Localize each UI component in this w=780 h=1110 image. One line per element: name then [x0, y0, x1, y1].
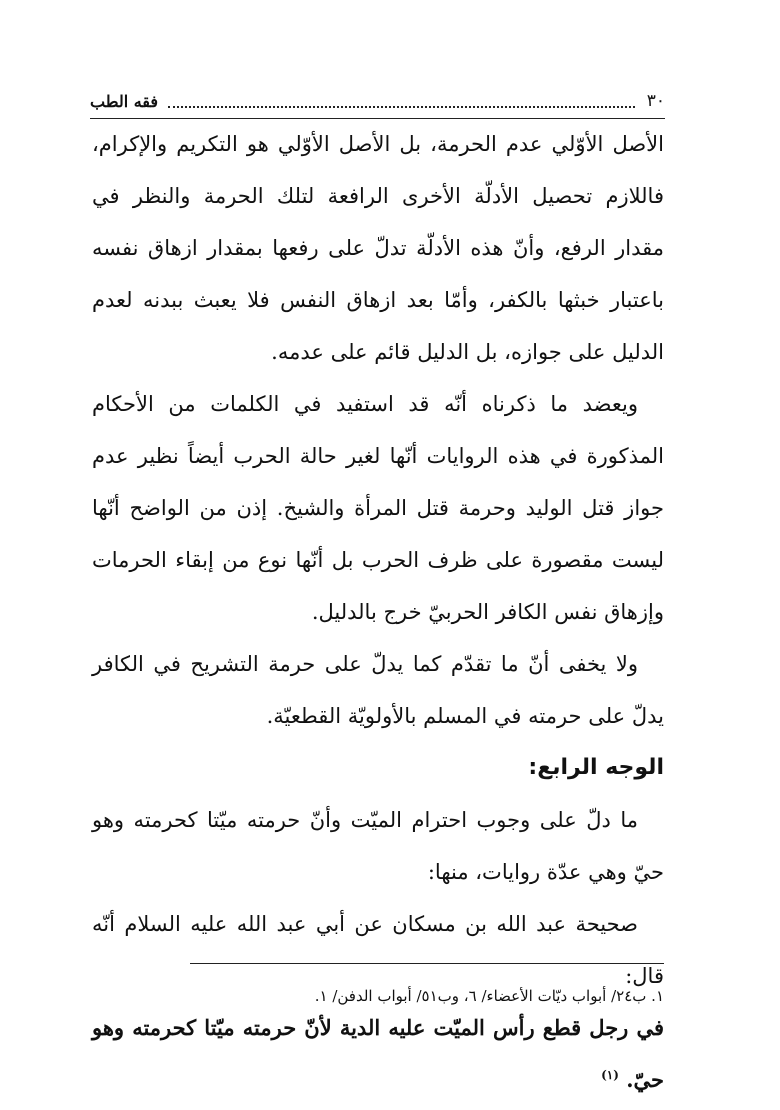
- text-line: حرمته في المسلم بالأولويّة القطعيّة.: [266, 704, 582, 728]
- text-line: هذه الروايات أنّها لغير حالة الحرب أيضاً نظير عدم جواز قتل الوليد: [92, 444, 664, 520]
- page-header: [90, 84, 665, 119]
- text-line: وحرمة قتل المرأة والشيخ. إذن من الواضح أنّها ليست مقصورة على ظرف: [92, 496, 664, 572]
- running-title: فقه الطب: [90, 91, 159, 111]
- text-line: وأمّا بعد ازهاق النفس فلا يعبث ببدنه لعدم الدليل على جوازه، بل الدليل: [92, 288, 664, 364]
- footnote: ١. ب٢٤/ أبواب ديّات الأعضاء/ ٦، وب٥١/ أبواب الدفن/ ١.: [314, 987, 664, 1005]
- text-line: ولا يخفى أنّ ما تقدّم كما يدلّ على حرمة التشريح في الكافر يدلّ على: [92, 652, 664, 728]
- narration-body: في رجل قطع رأس الميّت عليه الدية لأنّ حرمته ميّتا كحرمته وهو حيّ.: [92, 1015, 664, 1092]
- header-dot-leader: [168, 94, 635, 108]
- text-line: ما دلّ على وجوب احترام الميّت وأنّ حرمته ميّتا كحرمته وهو حيّ وهي: [92, 808, 664, 884]
- text-line: الحرب بل أنّها نوع من إبقاء الحرمات وإزهاق نفس الكافر الحربيّ خرج بالدليل.: [92, 548, 664, 624]
- text-line: قائم على عدمه.: [271, 340, 411, 364]
- text-line: وأنّ هذه الأدلّة تدلّ على رفعها بمقدار ازهاق نفسه باعتبار خبثها بالكفر،: [92, 236, 664, 312]
- narration-intro: صحيحة عبد الله بن مسكان عن أبي عبد الله عليه السلام أنّه قال:: [92, 912, 664, 988]
- text-line: الأصل الأوّلي عدم الحرمة، بل الأصل الأوّلي هو التكريم والإكرام،: [92, 132, 664, 156]
- text-line: فاللازم تحصيل الأدلّة الأخرى الرافعة لتلك الحرمة والنظر في مقدار الرفع،: [92, 184, 664, 260]
- page-number: ٣٠: [646, 91, 665, 111]
- paragraph-2: [92, 378, 664, 638]
- text-line: عدّة روايات، منها:: [427, 860, 582, 884]
- text-line: ويعضد ما ذكرناه أنّه قد استفيد في الكلمات من الأحكام المذكورة في: [92, 392, 664, 468]
- paragraph-3: [92, 638, 664, 742]
- paragraph-1: [92, 118, 664, 378]
- main-text: [92, 118, 664, 1106]
- section-heading: الوجه الرابع:: [528, 755, 664, 780]
- section-intro: [92, 794, 664, 898]
- footnote-divider: [190, 963, 664, 964]
- narration-text: [92, 1002, 664, 1106]
- footnote-marker[interactable]: (١): [601, 1068, 619, 1082]
